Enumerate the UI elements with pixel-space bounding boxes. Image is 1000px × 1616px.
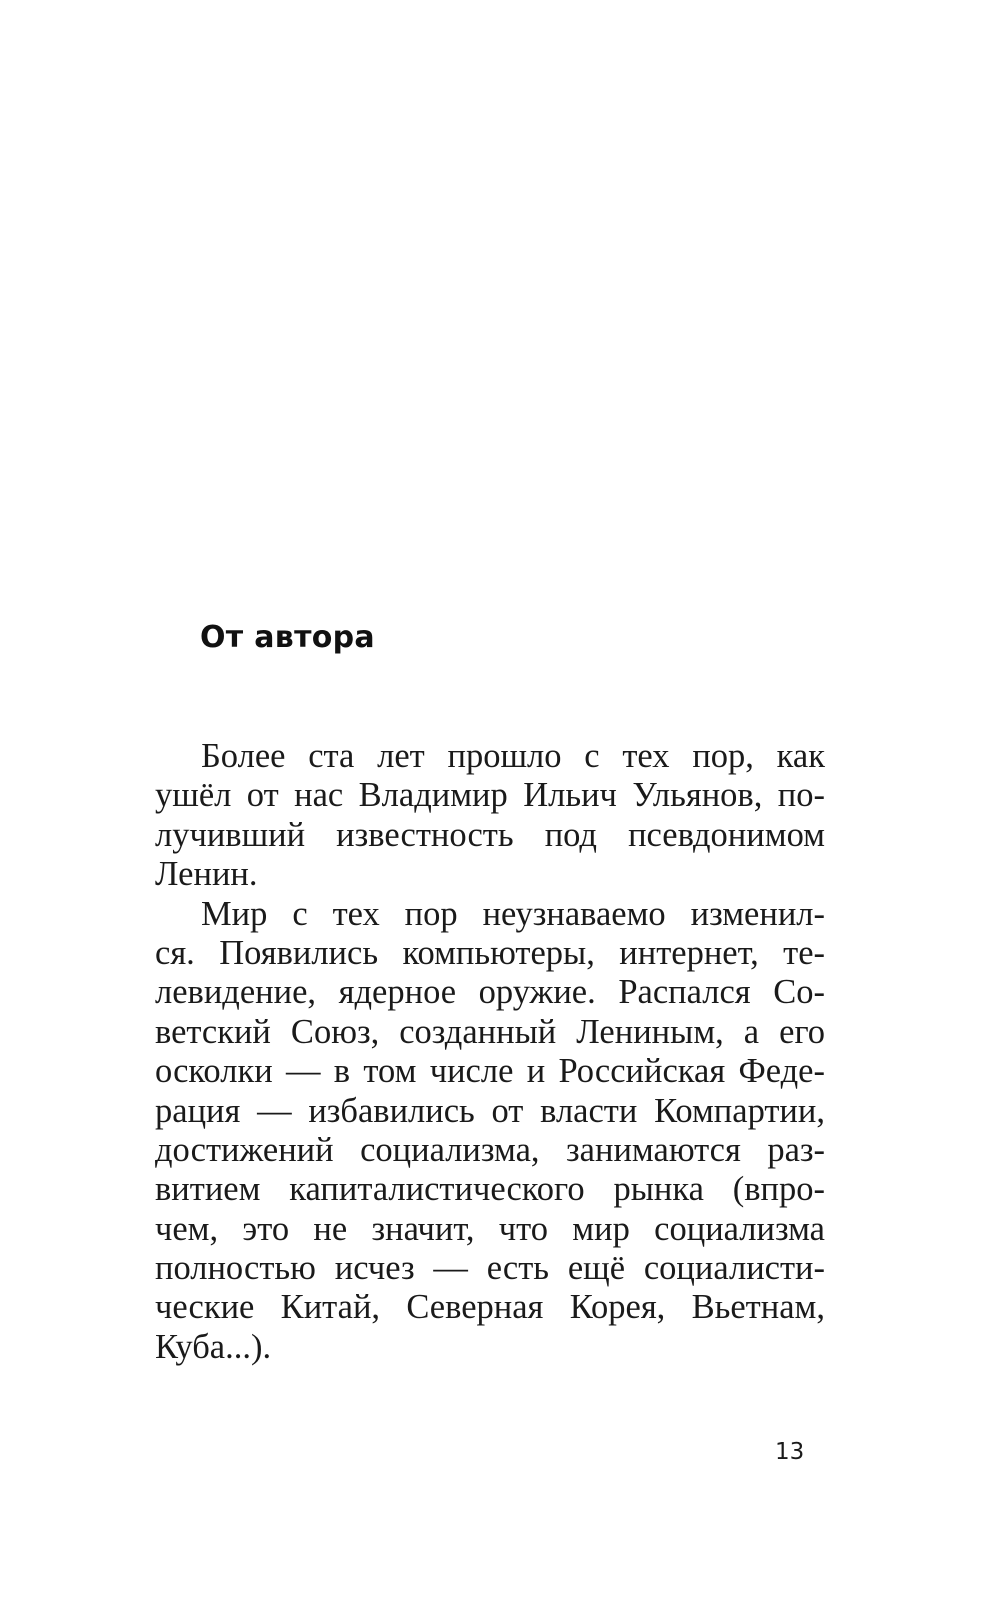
text-line: полностью исчез — есть ещё социалисти- [155, 1249, 825, 1288]
page-number: 13 [775, 1439, 805, 1465]
chapter-heading: От автора [200, 620, 375, 655]
text-line: Ленин. [155, 855, 258, 894]
text-line: ся. Появились компьютеры, интернет, те- [155, 933, 825, 972]
text-line: Куба...). [155, 1327, 272, 1366]
text-line: осколки — в том числе и Российская Феде- [155, 1052, 825, 1091]
text-line: витием капиталистического рынка (впро- [155, 1170, 825, 1209]
text-line: чем, это не значит, что мир социализма [155, 1209, 825, 1248]
text-line: левидение, ядерное оружие. Распался Со- [155, 973, 825, 1012]
text-line: ушёл от нас Владимир Ильич Ульянов, по- [155, 776, 825, 815]
text-line: рация — избавились от власти Компартии, [155, 1091, 825, 1130]
text-line: лучивший известность под псевдонимом [155, 815, 825, 854]
paragraph [155, 737, 825, 895]
text-line: достижений социализма, занимаются раз- [155, 1130, 825, 1169]
text-line: ческие Китай, Северная Корея, Вьетнам, [155, 1288, 825, 1327]
text-line: Мир с тех пор неузнаваемо изменил- [201, 894, 825, 933]
body-text [155, 737, 825, 1367]
text-line: Более ста лет прошло с тех пор, как [201, 737, 825, 775]
text-line: ветский Союз, созданный Лениным, а его [155, 1012, 825, 1051]
paragraph [155, 895, 825, 1368]
